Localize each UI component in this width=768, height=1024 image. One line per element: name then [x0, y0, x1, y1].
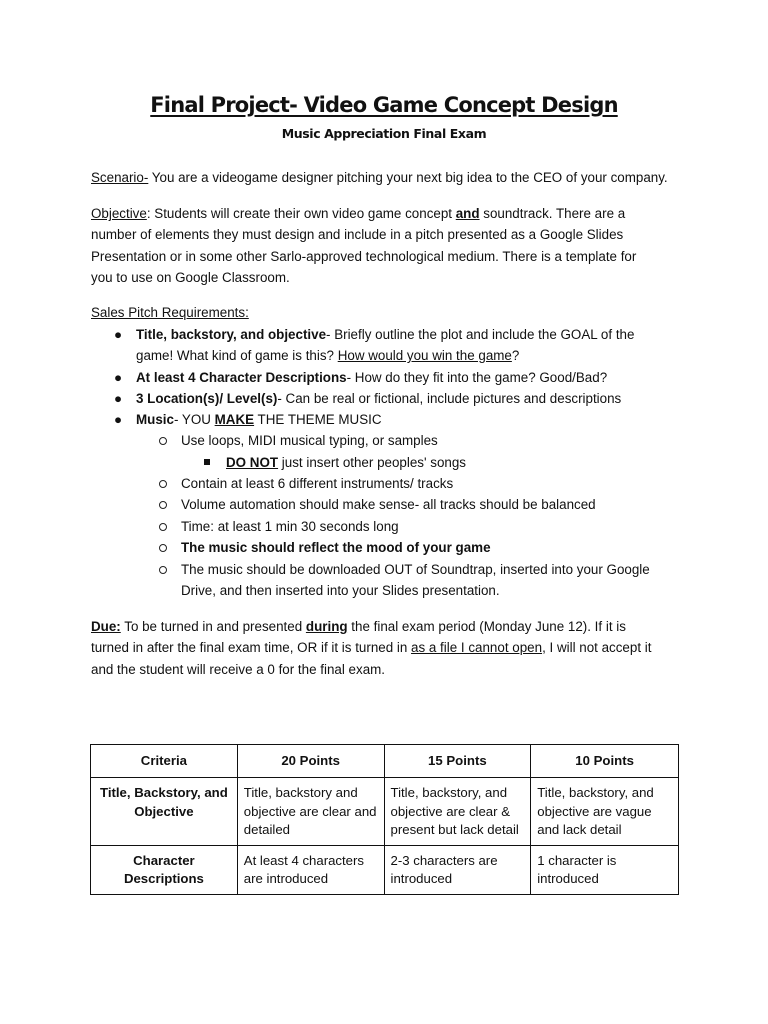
- circle-bullet-icon: [159, 523, 167, 531]
- due-label: Due:: [91, 619, 121, 634]
- music-subitem: Contain at least 6 different instruments/ tracks: [181, 476, 454, 491]
- requirement-text: - YOU: [173, 412, 215, 427]
- music-subitem: Volume automation should make sense- all tracks should be balanced: [181, 497, 596, 512]
- rubric-cell: Title, backstory, and objective are vague and lack detail: [531, 778, 679, 846]
- rubric-criteria-cell: Character Descriptions: [91, 845, 238, 894]
- rubric-cell: At least 4 characters are introduced: [237, 845, 384, 894]
- circle-bullet-icon: [159, 480, 167, 488]
- rubric-cell: Title, backstory and objective are clear and detailed: [237, 778, 384, 846]
- bullet-icon: ●: [113, 391, 123, 406]
- rubric-table: [90, 744, 679, 895]
- scenario-paragraph: [91, 167, 691, 188]
- due-text: To be turned in and presented: [120, 619, 306, 634]
- rubric-header-cell: 20 Points: [237, 745, 384, 778]
- due-during: during: [305, 619, 348, 634]
- due-underlined: as a file I cannot open: [411, 640, 543, 656]
- rubric-cell: 1 character is introduced: [531, 845, 679, 894]
- circle-bullet-icon: [159, 501, 167, 509]
- music-subitem-continued: Drive, and then inserted into your Slides presentation.: [181, 583, 500, 598]
- due-line: [91, 616, 691, 637]
- requirement-title: Music: [136, 412, 174, 427]
- music-subitem: Use loops, MIDI musical typing, or samples: [181, 433, 438, 448]
- music-subitem: Time: at least 1 min 30 seconds long: [181, 519, 399, 534]
- table-row: [91, 845, 679, 894]
- requirements-heading: [91, 302, 249, 323]
- requirement-title: At least 4 Character Descriptions: [136, 370, 347, 385]
- bullet-icon: ●: [113, 370, 123, 385]
- objective-line: you to use on Google Classroom.: [91, 270, 290, 286]
- requirement-text: - Briefly outline the plot and include the GOAL of the: [326, 327, 635, 342]
- table-row: [91, 778, 679, 846]
- rubric-cell: Title, backstory, and objective are clear & present but lack detail: [384, 778, 531, 846]
- requirements-heading-text: Sales Pitch Requirements:: [91, 305, 249, 320]
- do-not-text: DO NOT: [226, 455, 279, 470]
- music-subitem: The music should reflect the mood of your game: [181, 540, 491, 555]
- circle-bullet-icon: [159, 566, 167, 574]
- circle-bullet-icon: [159, 437, 167, 445]
- requirement-text: THE THEME MUSIC: [254, 412, 382, 427]
- objective-label: Objective: [91, 206, 147, 221]
- music-subitem: The music should be downloaded OUT of Soundtrap, inserted into your Google: [181, 562, 650, 577]
- scenario-text: You are a videogame designer pitching your next big idea to the CEO of your company.: [148, 170, 668, 185]
- scenario-label: Scenario-: [91, 170, 149, 185]
- music-subsubitem: [226, 452, 466, 473]
- square-bullet-icon: [204, 459, 210, 465]
- rubric-header-row: [91, 745, 679, 778]
- rubric-cell: 2-3 characters are introduced: [384, 845, 531, 894]
- objective-line: number of elements they must design and include in a pitch presented as a Google Slides: [91, 227, 624, 243]
- requirement-item: [136, 388, 621, 409]
- requirement-text: game! What kind of game is this?: [136, 348, 338, 363]
- objective-text: soundtrack. There are a: [479, 206, 626, 221]
- due-text: the final exam period (Monday June 12). If it is: [347, 619, 626, 634]
- objective-and: and: [455, 206, 480, 221]
- page-subtitle: Music Appreciation Final Exam: [281, 126, 487, 141]
- requirement-text: - Can be real or fictional, include pictures and descriptions: [277, 391, 622, 406]
- circle-bullet-icon: [159, 544, 167, 552]
- due-text: turned in after the final exam time, OR if it is turned in: [91, 640, 412, 656]
- requirement-item: [136, 324, 634, 345]
- page-title: Final Project- Video Game Concept Design: [150, 93, 618, 117]
- bullet-icon: ●: [113, 327, 123, 342]
- due-line: and the student will receive a 0 for the final exam.: [91, 661, 386, 677]
- requirement-item: [136, 367, 607, 388]
- requirement-item: [136, 409, 382, 430]
- objective-paragraph: [91, 203, 691, 289]
- requirement-text: - How do they fit into the game? Good/Bad?: [346, 370, 608, 385]
- music-subsubitem-text: just insert other peoples' songs: [278, 455, 466, 470]
- rubric-header-cell: 10 Points: [531, 745, 679, 778]
- requirement-title: Title, backstory, and objective: [136, 327, 327, 342]
- rubric-header-cell: Criteria: [91, 745, 238, 778]
- requirement-item-continued: [136, 345, 519, 366]
- rubric-header-cell: 15 Points: [384, 745, 531, 778]
- requirement-make: MAKE: [214, 412, 255, 427]
- requirement-underlined: How would you win the game: [337, 348, 512, 363]
- objective-text: : Students will create their own video game concept: [146, 206, 456, 221]
- bullet-icon: ●: [113, 412, 123, 427]
- rubric-criteria-cell: Title, Backstory, and Objective: [91, 778, 238, 846]
- requirement-text: ?: [511, 348, 520, 363]
- due-paragraph: [91, 616, 691, 680]
- due-line: [91, 637, 691, 658]
- objective-line: [91, 203, 691, 224]
- objective-line: Presentation or in some other Sarlo-approved technological medium. There is a template for: [91, 248, 637, 264]
- requirement-title: 3 Location(s)/ Level(s): [136, 391, 278, 406]
- due-text: , I will not accept it: [542, 640, 652, 656]
